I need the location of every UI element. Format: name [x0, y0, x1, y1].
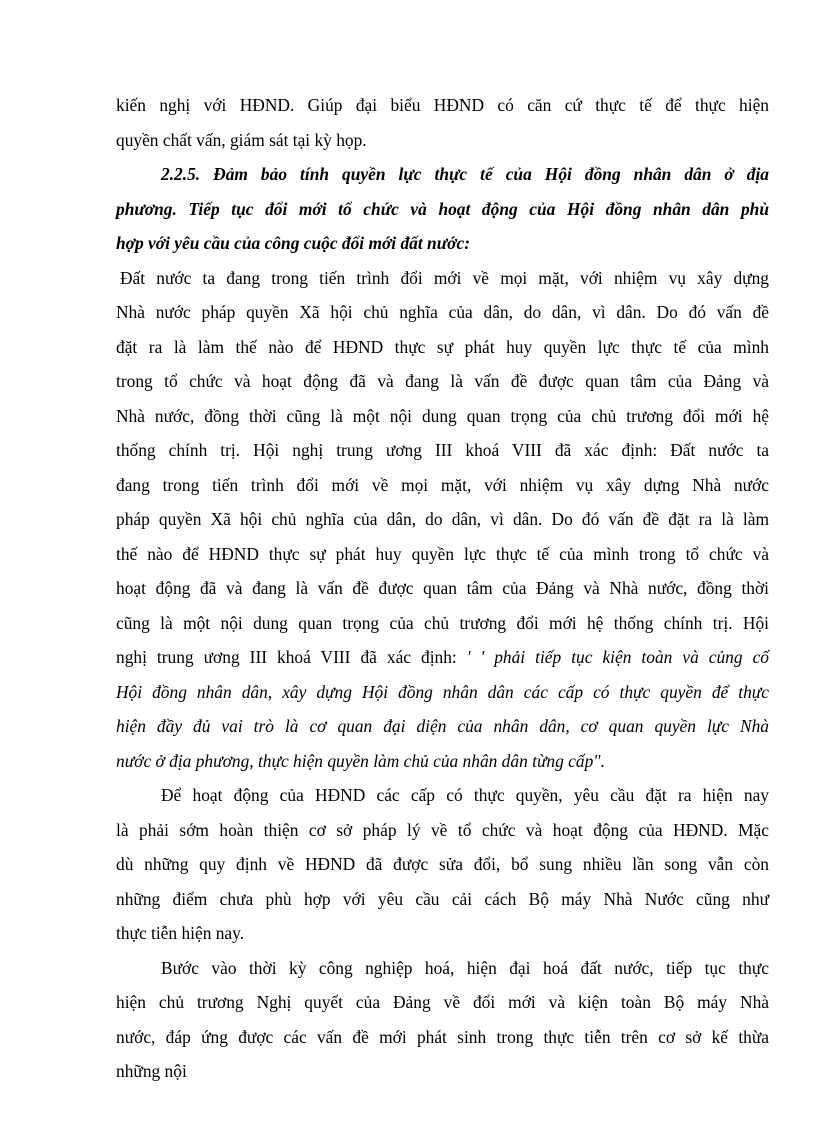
document-page — [116, 88, 769, 1089]
text-line: đang trong tiến trình đổi mới về mọi mặt, với nhiệm vụ xây dựng Nhà nước — [116, 474, 769, 495]
body-paragraph-1 — [116, 261, 769, 779]
text-line: đặt ra là làm thế nào để HĐND thực sự phát huy quyền lực thực tế của mình — [116, 336, 769, 357]
text-line: thống chính trị. Hội nghị trung ương III khoá VIII đã xác định: Đất nước ta — [116, 440, 769, 460]
text-line: Bước vào thời kỳ công nghiệp hoá, hiện đại hoá đất nước, tiếp tục thực — [161, 957, 769, 978]
quote-text: ' ' phải tiếp tục kiện toàn và củng cố — [466, 647, 769, 667]
text-line: Để hoạt động của HĐND các cấp có thực quyền, yêu cầu đặt ra hiện nay — [161, 785, 769, 805]
text-line: thế nào để HĐND thực sự phát huy quyền lực thực tế của mình trong tổ chức và — [116, 543, 769, 564]
text-line: Nhà nước, đồng thời cũng là một nội dung quan trọng của chủ trương đổi mới hệ — [116, 405, 769, 426]
text-line — [116, 640, 769, 675]
text-line: hoạt động đã và đang là vấn đề được quan tâm của Đảng và Nhà nước, đồng thời — [116, 578, 769, 598]
text-line: thực tiễn hiện nay. — [116, 923, 245, 943]
text-line: pháp quyền Xã hội chủ nghĩa của dân, do dân, vì dân. Do đó vấn đề đặt ra là làm — [116, 509, 769, 529]
text-line: kiến nghị với HĐND. Giúp đại biểu HĐND có căn cứ thực tế để thực hiện — [116, 95, 769, 115]
text-line: những nội — [116, 1061, 187, 1081]
text-line: hiện chủ trương Nghị quyết của Đảng về đổi mới và kiện toàn Bộ máy Nhà — [116, 992, 769, 1012]
text-line: dù những quy định về HĐND đã được sửa đổi, bổ sung nhiều lần song vẫn còn — [116, 854, 769, 874]
heading-line: hợp với yêu cầu của công cuộc đổi mới đất nước: — [116, 233, 470, 253]
body-paragraph-3 — [116, 951, 769, 1089]
body-paragraph-2 — [116, 778, 769, 951]
text-line: quyền chất vấn, giám sát tại kỳ họp. — [116, 129, 367, 150]
quote-line: nước ở địa phương, thực hiện quyền làm chủ của nhân dân từng cấp". — [116, 750, 605, 771]
heading-line: 2.2.5. Đảm bảo tính quyền lực thực tế của Hội đồng nhân dân ở địa — [161, 164, 769, 184]
text-line: những điểm chưa phù hợp với yêu cầu cải cách Bộ máy Nhà Nước cũng như — [116, 888, 769, 909]
quote-line: Hội đồng nhân dân, xây dựng Hội đồng nhân dân các cấp có thực quyền để thực — [116, 681, 769, 702]
text-line: nước, đáp ứng được các vấn đề mới phát sinh trong thực tiễn trên cơ sở kế thừa — [116, 1026, 769, 1047]
heading-line: phương. Tiếp tục đổi mới tổ chức và hoạt động của Hội đồng nhân dân phù — [116, 198, 769, 219]
continuation-paragraph — [116, 88, 769, 157]
text-line: Đất nước ta đang trong tiến trình đổi mới về mọi mặt, với nhiệm vụ xây dựng — [120, 267, 769, 288]
quote-lead: nghị trung ương III khoá VIII đã xác định: — [116, 647, 467, 667]
text-line: cũng là một nội dung quan trọng của chủ trương đổi mới hệ thống chính trị. Hội — [116, 612, 769, 633]
section-heading — [116, 157, 769, 261]
text-line: là phải sớm hoàn thiện cơ sở pháp lý về tổ chức và hoạt động của HĐND. Mặc — [116, 819, 769, 840]
text-line: trong tổ chức và hoạt động đã và đang là vấn đề được quan tâm của Đảng và — [116, 371, 769, 391]
text-line: Nhà nước pháp quyền Xã hội chủ nghĩa của dân, do dân, vì dân. Do đó vấn đề — [116, 302, 769, 322]
quote-line: hiện đầy đủ vai trò là cơ quan đại diện của nhân dân, cơ quan quyền lực Nhà — [116, 716, 769, 736]
